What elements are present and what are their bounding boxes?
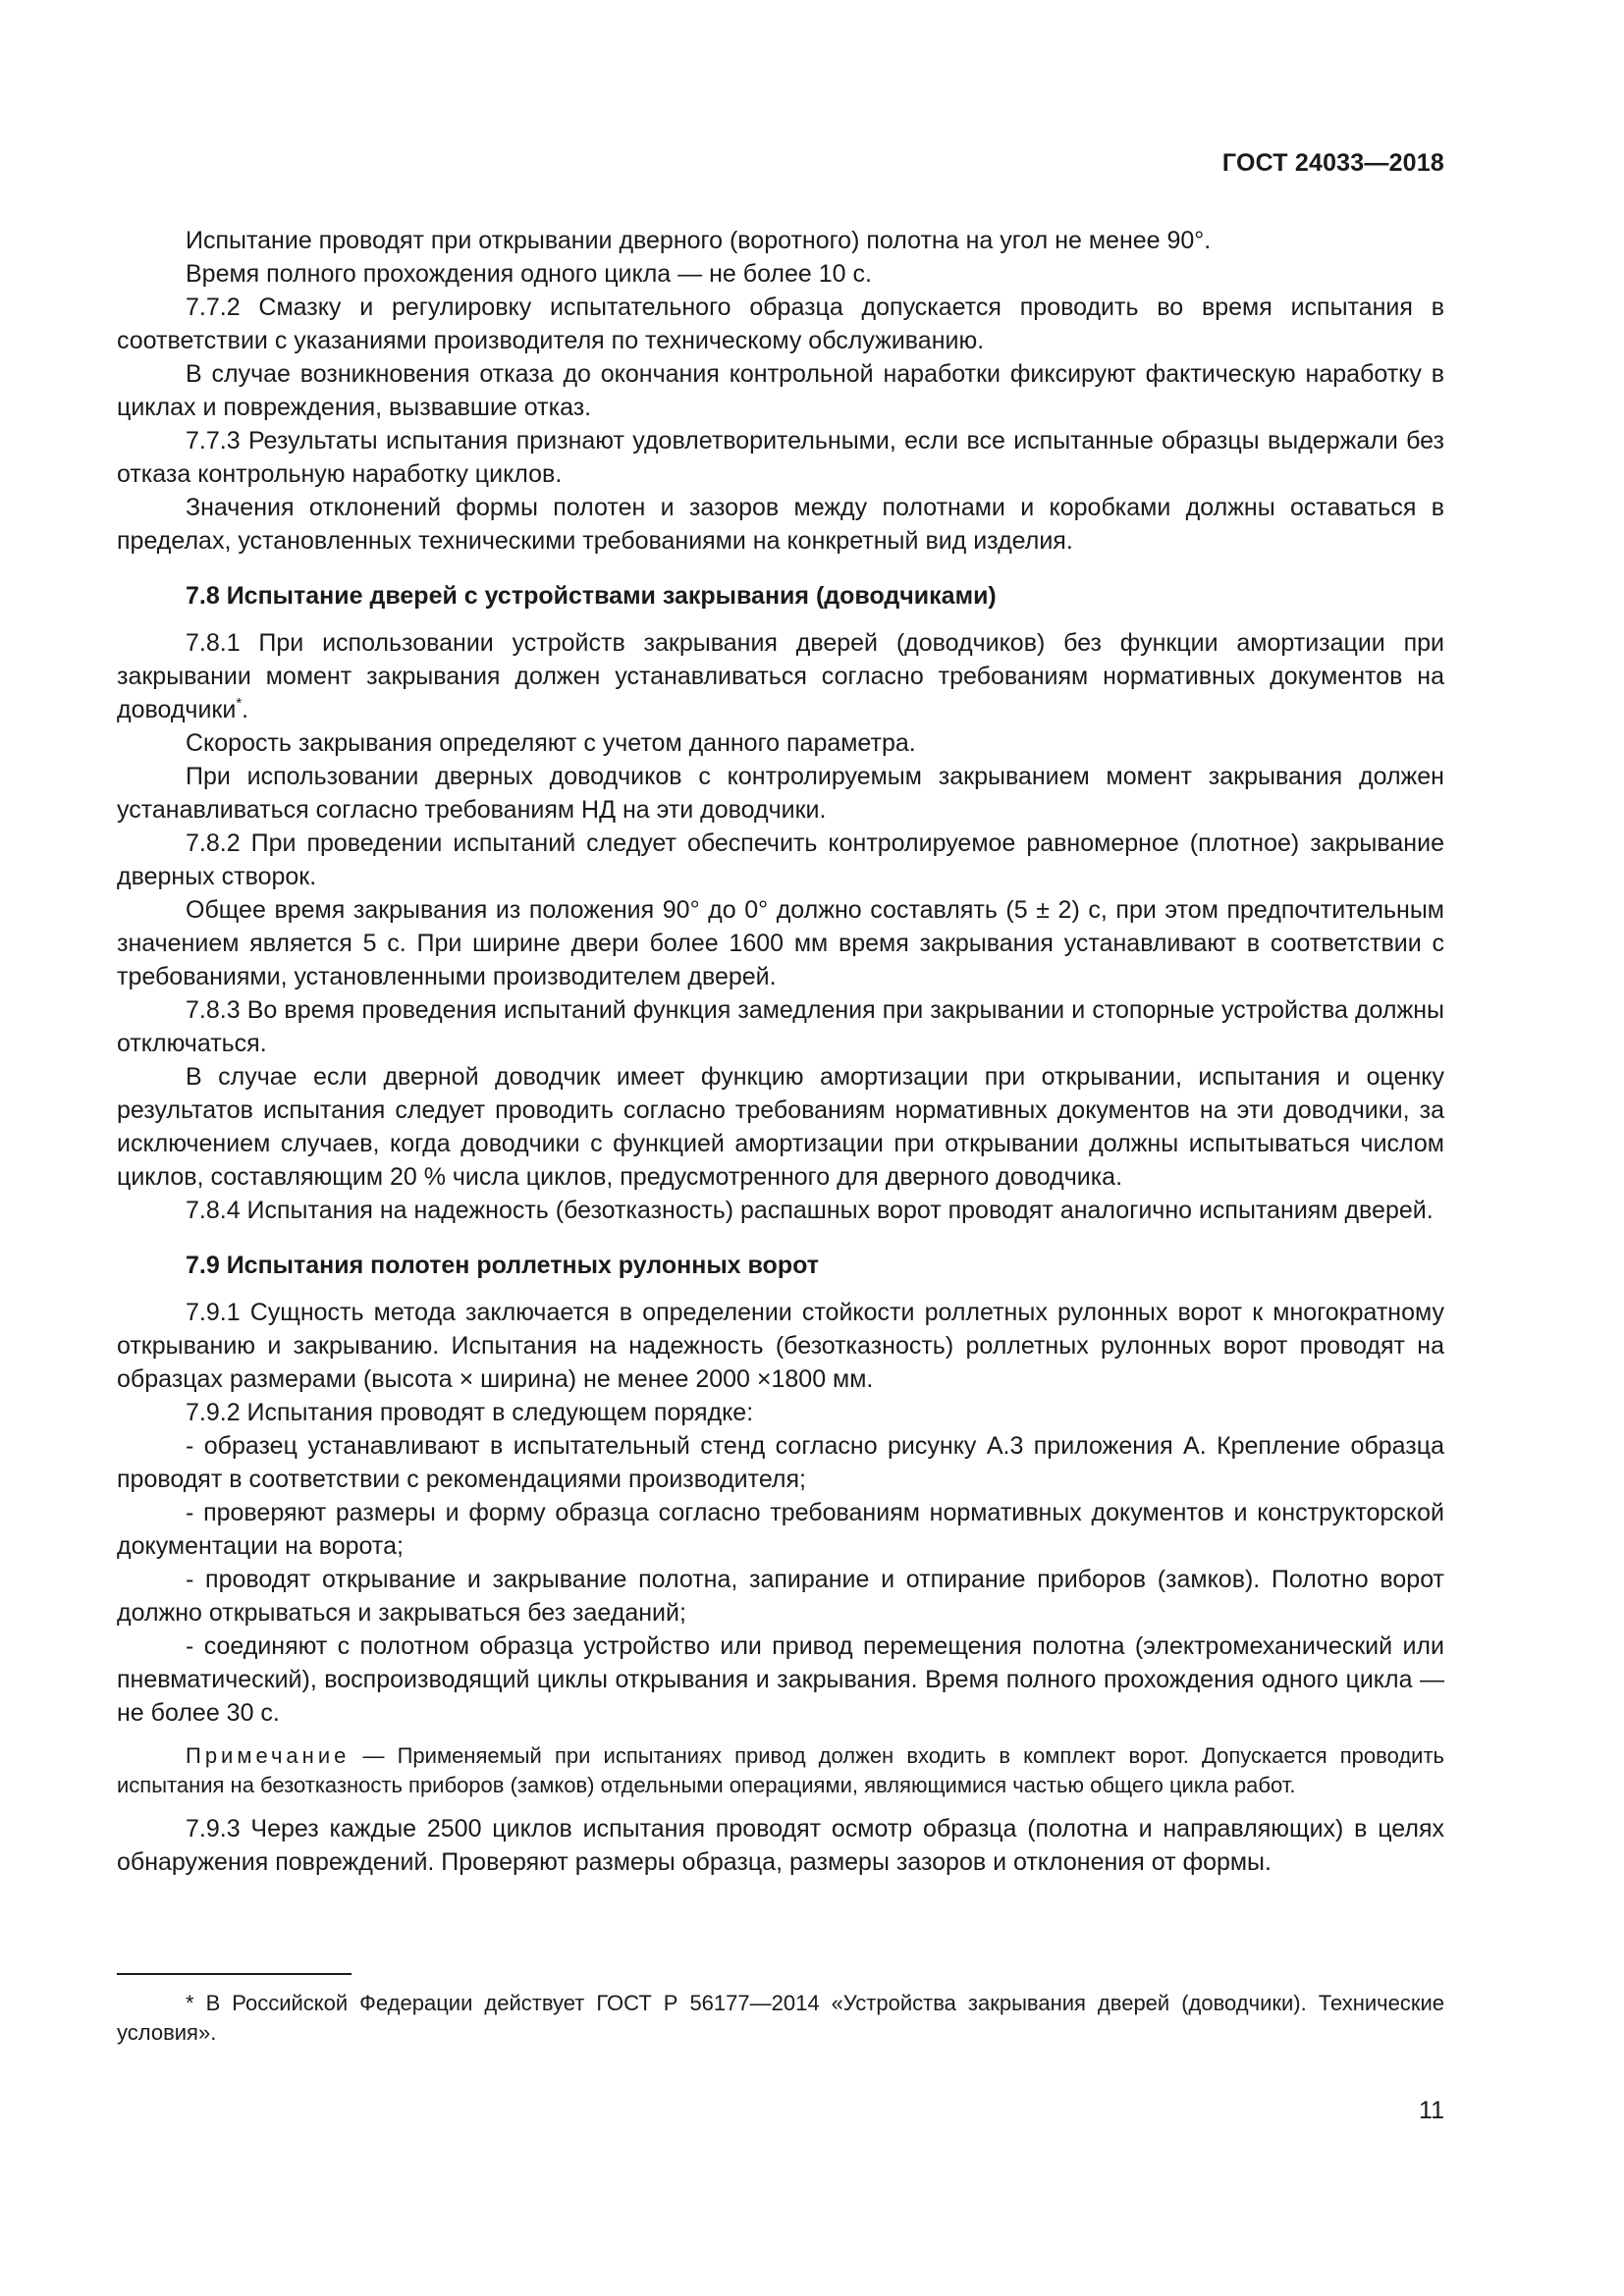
paragraph: В случае если дверной доводчик имеет функцию амортизации при открывании, испытания и оценку результатов испытания следует проводить согласно требованиям нормативных документов на эти доводчики, за исключением случаев, когда доводчики с функцией амортизации при открывании должны испытываться числом циклов, составляющим 20 % числа циклов, предусмотренного для дверного доводчика. <box>117 1063 1444 1191</box>
paragraph-end: . <box>242 696 249 723</box>
paragraph: 7.8.2 При проведении испытаний следует обеспечить контролируемое равномерное (плотное) закрывание дверных створок. <box>117 829 1444 890</box>
list-item: - проверяют размеры и форму образца согласно требованиям нормативных документов и конструкторской документации на ворота; <box>117 1499 1444 1560</box>
paragraph: Общее время закрывания из положения 90° до 0° должно составлять (5 ± 2) с, при этом предпочтительным значением является 5 с. При ширине двери более 1600 мм время закрывания устанавливают в соответствии с требованиями, установленными производителем дверей. <box>117 896 1444 990</box>
footnote-marker: * <box>236 695 243 712</box>
list-item: - соединяют с полотном образца устройство или привод перемещения полотна (электромеханический или пневматический), воспроизводящий циклы открывания и закрывания. Время полного прохождения одного цикла — не более 30 с. <box>117 1632 1444 1727</box>
paragraph: 7.9.2 Испытания проводят в следующем порядке: <box>186 1399 754 1426</box>
paragraph: 7.9.3 Через каждые 2500 циклов испытания проводят осмотр образца (полотна и направляющих) в целях обнаружения повреждений. Проверяют размеры образца, размеры зазоров и отклонения от формы. <box>117 1815 1444 1876</box>
paragraph: Значения отклонений формы полотен и зазоров между полотнами и коробками должны оставаться в пределах, установленных техническими требованиями на конкретный вид изделия. <box>117 494 1444 555</box>
paragraph: В случае возникновения отказа до окончания контрольной наработки фиксируют фактическую наработку в циклах и повреждения, вызвавшие отказ. <box>117 360 1444 421</box>
paragraph: 7.9.1 Сущность метода заключается в определении стойкости роллетных рулонных ворот к многократному открыванию и закрыванию. Испытания на надежность (безотказность) роллетных рулонных ворот проводят на образцах размерами (высота × ширина) не менее 2000 ×1800 мм. <box>117 1299 1444 1393</box>
section-heading-7-8: 7.8 Испытание дверей с устройствами закрывания (доводчиками) <box>186 582 997 610</box>
paragraph: При использовании дверных доводчиков с контролируемым закрыванием момент закрывания должен устанавливаться согласно требованиям НД на эти доводчики. <box>117 763 1444 824</box>
section-heading-7-9: 7.9 Испытания полотен роллетных рулонных ворот <box>186 1252 819 1279</box>
note-label: Примечание <box>186 1743 351 1768</box>
paragraph-text: 7.8.1 При использовании устройств закрывания дверей (доводчиков) без функции амортизации при закрывании момент закрывания должен устанавливаться согласно требованиям нормативных документов на доводчики <box>117 629 1444 723</box>
document-header: ГОСТ 24033—2018 <box>1221 149 1444 177</box>
list-item: - проводят открывание и закрывание полотна, запирание и отпирание приборов (замков). Полотно ворот должно открываться и закрываться без заеданий; <box>117 1566 1444 1627</box>
paragraph <box>117 626 1444 726</box>
paragraph: 7.8.3 Во время проведения испытаний функция замедления при закрывании и стопорные устройства должны отключаться. <box>117 996 1444 1057</box>
footnote-divider <box>117 1973 352 1975</box>
note-text: — Применяемый при испытаниях привод должен входить в комплект ворот. Допускается проводить испытания на безотказность приборов (замков) отдельными операциями, являющимися частью общего цикла работ. <box>117 1743 1444 1797</box>
document-body <box>117 224 1444 1879</box>
footnote: * В Российской Федерации действует ГОСТ Р 56177—2014 «Устройства закрывания дверей (доводчики). Технические условия». <box>117 1991 1444 2045</box>
paragraph: Время полного прохождения одного цикла — не более 10 с. <box>186 260 872 288</box>
list-item: - образец устанавливают в испытательный стенд согласно рисунку А.3 приложения А. Крепление образца проводят в соответствии с рекомендациями производителя; <box>117 1432 1444 1493</box>
paragraph: 7.8.4 Испытания на надежность (безотказность) распашных ворот проводят аналогично испытаниям дверей. <box>186 1197 1434 1224</box>
paragraph: 7.7.2 Смазку и регулировку испытательного образца допускается проводить во время испытания в соответствии с указаниями производителя по техническому обслуживанию. <box>117 294 1444 354</box>
paragraph: 7.7.3 Результаты испытания признают удовлетворительными, если все испытанные образцы выдержали без отказа контрольную наработку циклов. <box>117 427 1444 488</box>
page-number: 11 <box>1419 2097 1444 2124</box>
paragraph: Испытание проводят при открывании дверного (воротного) полотна на угол не менее 90°. <box>186 227 1212 254</box>
note <box>117 1741 1444 1800</box>
paragraph: Скорость закрывания определяют с учетом данного параметра. <box>186 729 916 757</box>
